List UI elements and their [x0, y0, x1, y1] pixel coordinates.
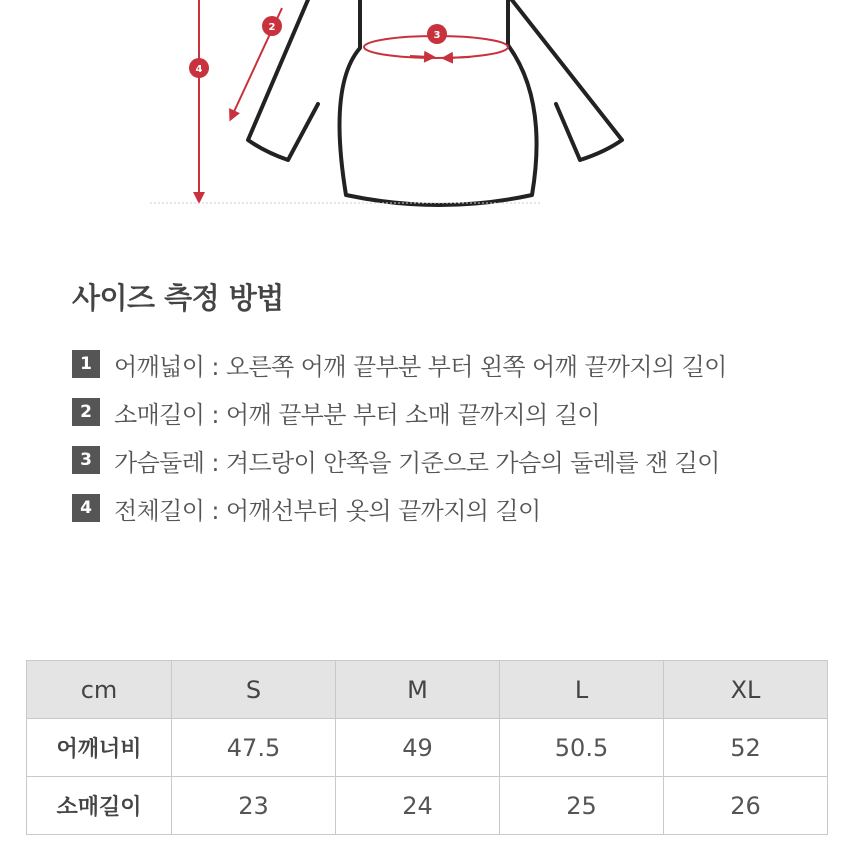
badge-2 [262, 16, 282, 36]
table-row [27, 719, 828, 777]
step-number: 3 [72, 446, 100, 474]
step-number: 4 [72, 494, 100, 522]
size-header: M [336, 661, 500, 719]
step-item [72, 436, 727, 484]
measure-steps [72, 340, 727, 532]
row-label: 어깨너비 [27, 719, 172, 777]
table-cell: 23 [172, 777, 336, 835]
badge-3 [427, 24, 447, 44]
table-cell: 26 [664, 777, 828, 835]
unit-header: cm [27, 661, 172, 719]
step-item [72, 388, 727, 436]
step-text: 소매길이 : 어깨 끝부분 부터 소매 끝까지의 길이 [114, 400, 600, 429]
svg-text:4: 4 [195, 64, 203, 75]
step-number: 1 [72, 350, 100, 378]
row-label: 소매길이 [27, 777, 172, 835]
step-text: 어깨넓이 : 오른쪽 어깨 끝부분 부터 왼쪽 어깨 끝까지의 길이 [114, 352, 727, 381]
step-item [72, 484, 727, 532]
table-cell: 24 [336, 777, 500, 835]
garment-measure-diagram [0, 0, 856, 220]
table-cell: 50.5 [500, 719, 664, 777]
step-item [72, 340, 727, 388]
table-row [27, 777, 828, 835]
table-cell: 49 [336, 719, 500, 777]
svg-text:3: 3 [433, 30, 441, 41]
svg-text:2: 2 [268, 22, 276, 33]
size-header: L [500, 661, 664, 719]
table-header-row [27, 661, 828, 719]
step-text: 가슴둘레 : 겨드랑이 안쪽을 기준으로 가슴의 둘레를 잰 길이 [114, 448, 720, 477]
howto-title: 사이즈 측정 방법 [72, 281, 284, 315]
table-cell: 47.5 [172, 719, 336, 777]
step-number: 2 [72, 398, 100, 426]
size-header: XL [664, 661, 828, 719]
size-header: S [172, 661, 336, 719]
badge-4 [189, 58, 209, 78]
table-cell: 25 [500, 777, 664, 835]
size-table [26, 660, 828, 835]
step-text: 전체길이 : 어깨선부터 옷의 끝까지의 길이 [114, 496, 541, 525]
table-cell: 52 [664, 719, 828, 777]
